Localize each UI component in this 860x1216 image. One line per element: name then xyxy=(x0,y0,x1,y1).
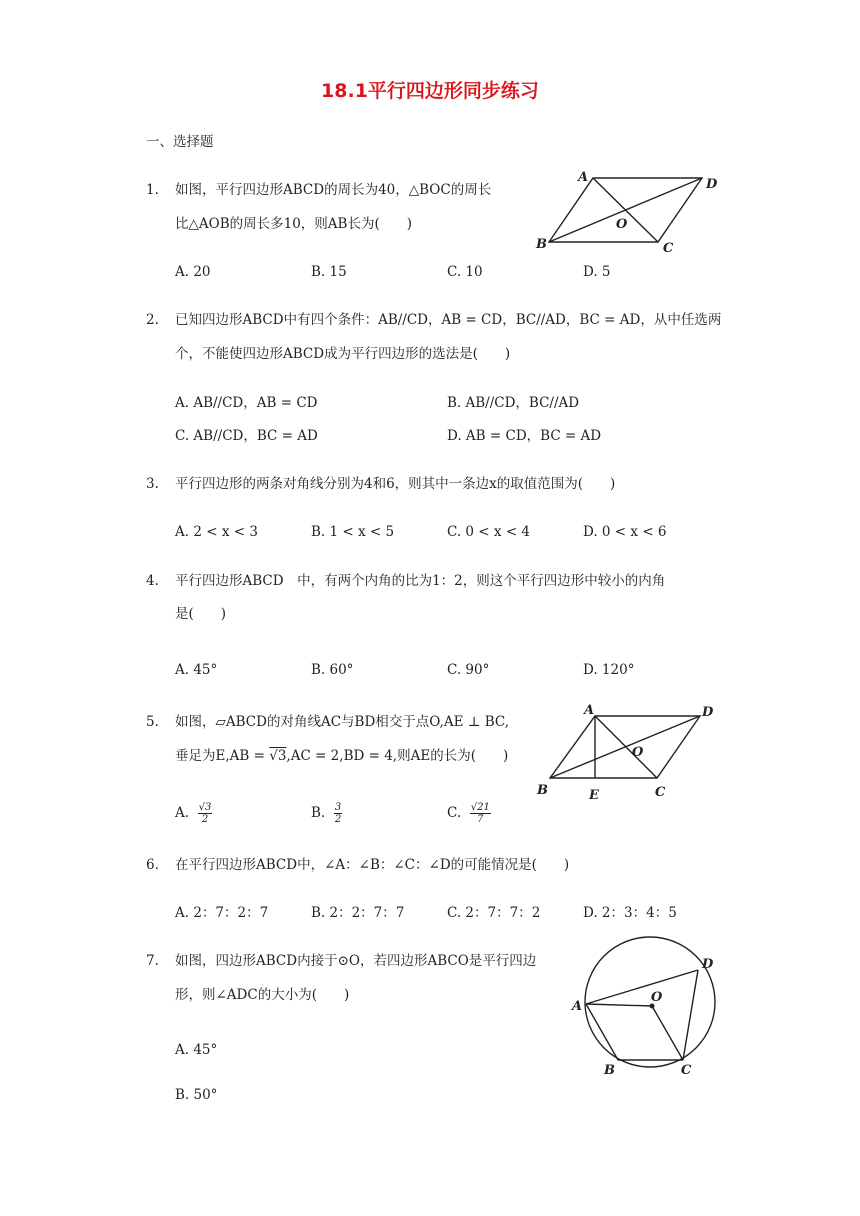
q3-option-a: A. 2 < x < 3 xyxy=(175,524,258,540)
q3-option-c: C. 0 < x < 4 xyxy=(447,524,531,540)
q1-text-line2: 比△AOB的周长多10，则AB长为( ) xyxy=(175,216,413,232)
q2-option-d: D. AB = CD，BC = AD xyxy=(447,428,602,444)
q3-option-d: D. 0 < x < 6 xyxy=(583,524,667,540)
q7-text-line1: 如图，四边形ABCD内接于⊙O，若四边形ABCO是平行四边 xyxy=(175,953,537,969)
q5-option-b: B. $\frac{3}{2}$ xyxy=(311,802,342,825)
q7-number: 7. xyxy=(146,953,159,969)
q7-text-line2: 形，则∠ADC的大小为( ) xyxy=(175,987,350,1003)
q7-label-c: C xyxy=(681,1063,692,1078)
q2-option-b: B. AB//CD，BC//AD xyxy=(447,395,580,411)
q7-label-a: A xyxy=(572,999,583,1014)
q4-option-c: C. 90° xyxy=(447,662,490,678)
q2-option-a: A. AB//CD，AB = CD xyxy=(175,395,318,411)
q1-parallelogram-figure xyxy=(530,166,730,256)
q7-option-a: A. 45° xyxy=(175,1042,218,1058)
q6-option-d: D. 2：3：4：5 xyxy=(583,905,677,921)
q6-number: 6. xyxy=(146,857,159,873)
q3-text-line1: 平行四边形的两条对角线分别为4和6，则其中一条边x的取值范围为( ) xyxy=(175,476,616,492)
page-title: 18.1平行四边形同步练习 xyxy=(321,80,539,102)
q5-option-a: A. $\frac{√3}{2}$ xyxy=(175,802,212,825)
q5-number: 5. xyxy=(146,714,159,730)
section-heading: 一、选择题 xyxy=(146,134,214,150)
q5-label-a: A xyxy=(584,703,595,718)
q1-option-b: B. 15 xyxy=(311,264,347,280)
q6-text-line1: 在平行四边形ABCD中，∠A：∠B：∠C：∠D的可能情况是( ) xyxy=(175,857,570,873)
q1-label-o: O xyxy=(616,217,628,232)
q4-option-a: A. 45° xyxy=(175,662,218,678)
q7-option-b: B. 50° xyxy=(175,1087,218,1103)
q1-label-b: B xyxy=(536,237,547,252)
q4-text-line1: 平行四边形ABCD 中，有两个内角的比为1：2，则这个平行四边形中较小的内角 xyxy=(175,573,666,589)
q5-text-line2: 垂足为E,AB = √3,AC = 2,BD = 4,则AE的长为( ) xyxy=(175,748,509,764)
q5-label-e: E xyxy=(589,788,599,803)
q1-label-a: A xyxy=(578,170,589,185)
q7-inscribed-quadrilateral-figure xyxy=(568,934,728,1084)
q2-option-c: C. AB//CD，BC = AD xyxy=(175,428,318,444)
q1-number: 1. xyxy=(146,182,159,198)
q6-option-c: C. 2：7：7：2 xyxy=(447,905,541,921)
q1-label-d: D xyxy=(706,177,718,192)
q3-number: 3. xyxy=(146,476,159,492)
q1-option-a: A. 20 xyxy=(175,264,211,280)
q1-text-line1: 如图，平行四边形ABCD的周长为40，△BOC的周长 xyxy=(175,182,492,198)
q7-label-o: O xyxy=(651,990,663,1005)
q1-option-d: D. 5 xyxy=(583,264,611,280)
q2-text-line2: 个，不能使四边形ABCD成为平行四边形的选法是( ) xyxy=(175,346,511,362)
q7-label-d: D xyxy=(702,957,714,972)
q3-option-b: B. 1 < x < 5 xyxy=(311,524,395,540)
q6-option-b: B. 2：2：7：7 xyxy=(311,905,405,921)
q5-parallelogram-figure xyxy=(530,696,730,806)
q5-label-d: D xyxy=(702,705,714,720)
q5-label-o: O xyxy=(632,745,644,760)
q7-label-b: B xyxy=(604,1063,615,1078)
q6-option-a: A. 2：7：2：7 xyxy=(175,905,269,921)
q4-number: 4. xyxy=(146,573,159,589)
q5-text-line1: 如图，▱ABCD的对角线AC与BD相交于点O,AE ⊥ BC, xyxy=(175,714,510,730)
q4-text-line2: 是( ) xyxy=(175,606,227,622)
q5-label-b: B xyxy=(537,783,548,798)
q2-text-line1: 已知四边形ABCD中有四个条件：AB//CD，AB = CD，BC//AD，BC = AD，从中任选两 xyxy=(175,312,722,328)
q4-option-d: D. 120° xyxy=(583,662,635,678)
q4-option-b: B. 60° xyxy=(311,662,354,678)
q2-number: 2. xyxy=(146,312,159,328)
q5-option-c: C. $\frac{√21}{7}$ xyxy=(447,802,490,825)
q1-option-c: C. 10 xyxy=(447,264,483,280)
q5-label-c: C xyxy=(655,785,666,800)
q1-label-c: C xyxy=(663,241,674,256)
